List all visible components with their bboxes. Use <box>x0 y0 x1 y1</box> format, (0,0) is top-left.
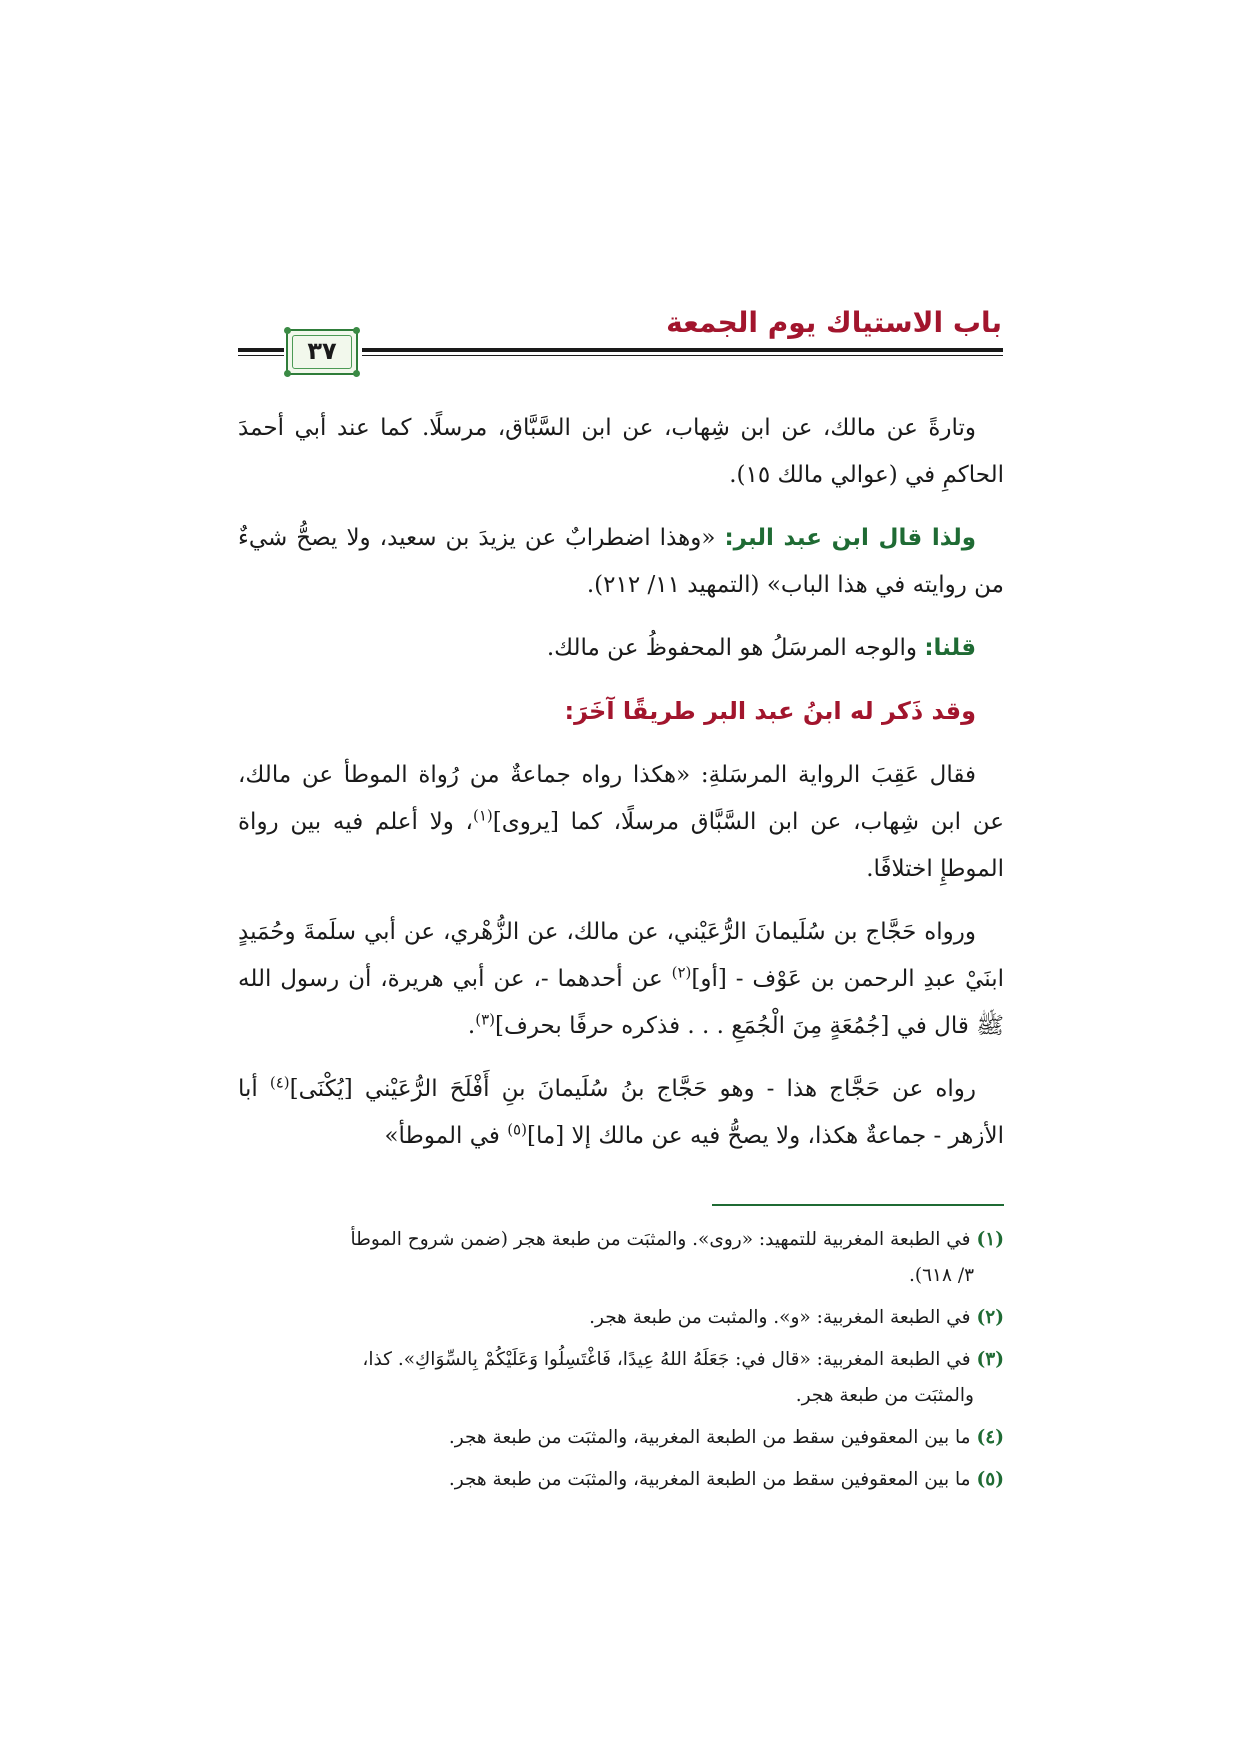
page-number-frame <box>286 329 358 375</box>
footnote-1 <box>238 1222 1004 1294</box>
footnotes <box>238 1222 1004 1504</box>
footnote-text: في الطبعة المغربية: «قال في: جَعَلَهُ اللهُ عِيدًا، فَاغْتَسِلُوا وَعَلَيْكُمْ بِالسِّوَاكِ». كذا، <box>362 1349 971 1370</box>
footnote-separator <box>712 1204 1004 1206</box>
footnote-4 <box>238 1420 1004 1456</box>
footnote-continuation: والمثبَت من طبعة هجر. <box>795 1385 974 1406</box>
footnote-text: ما بين المعقوفين سقط من الطبعة المغربية، والمثبَت من طبعة هجر. <box>448 1427 971 1448</box>
paragraph-1: وتارةً عن مالك، عن ابن شِهاب، عن ابن السَّبَّاق، مرسلًا. كما عند أبي أحمدَ الحاكمِ في (عوالي مالك ١٥). <box>238 415 1004 488</box>
footnote-number: (٥) <box>976 1469 1004 1490</box>
paragraph-5-text-c: قال في [جُمُعَةٍ مِنَ الْجُمَعِ . . . فذكره حرفًا بحرف] <box>495 1013 977 1039</box>
footnote-number: (٢) <box>976 1307 1004 1328</box>
footnote-ref-4[interactable]: (٤) <box>269 1073 290 1092</box>
paragraph-6-text-c: في الموطأ» <box>384 1123 508 1149</box>
footnote-number: (١) <box>976 1229 1004 1250</box>
paragraph-3 <box>238 625 1004 672</box>
honorific-ligature: ﷺ <box>976 1013 1004 1039</box>
paragraph-6 <box>238 1066 1004 1160</box>
section-heading <box>238 688 1004 736</box>
page-number: ٣٧ <box>307 337 337 365</box>
footnote-2 <box>238 1300 1004 1336</box>
body-text <box>238 405 1004 1176</box>
paragraph-2-text: «وهذا اضطرابٌ عن يزيدَ بن سعيد، ولا يصحُّ شيءٌ من روايته في هذا الباب» (التمهيد ١١/ ٢١٢). <box>238 525 1004 598</box>
chapter-title: باب الاستياك يوم الجمعة <box>666 306 1002 339</box>
footnote-ref-1[interactable]: (١) <box>473 806 493 825</box>
footnote-ref-5[interactable]: (٥) <box>507 1120 527 1139</box>
paragraph-3-lead: قلنا: <box>924 635 976 661</box>
paragraph-3-text: والوجه المرسَلُ هو المحفوظُ عن مالك. <box>546 635 925 661</box>
paragraph-4-text-b: ، ولا أعلم فيه بين رواة الموطإِ اختلافًا. <box>238 809 1004 882</box>
footnote-text: في الطبعة المغربية: «و». والمثبت من طبعة هجر. <box>589 1307 971 1328</box>
paragraph-5-text-a: ورواه حَجَّاج بن سُلَيمانَ الرُّعَيْني، عن مالك، عن الزُّهْري، عن أبي سلَمةَ وحُمَيدٍ ابنَيْ عبدِ الرحمن بن عَوْف - [أو] <box>238 919 1004 992</box>
footnote-3 <box>238 1342 1004 1414</box>
paragraph-5-text-b: عن أحدهما -، عن أبي هريرة، أن رسول الله <box>238 966 672 992</box>
footnote-number: (٤) <box>976 1427 1004 1448</box>
section-heading-text: وقد ذَكر له ابنُ عبد البر طريقًا آخَرَ: <box>564 697 976 725</box>
paragraph-5 <box>238 909 1004 1050</box>
paragraph-6-text-a: رواه عن حَجَّاج هذا - وهو حَجَّاج بنُ سُلَيمانَ بنِ أَفْلَحَ الرُّعَيْني [يُكْنَى] <box>289 1076 976 1102</box>
footnote-number: (٣) <box>976 1349 1004 1370</box>
paragraph-2-lead: ولذا قال ابن عبد البر: <box>724 525 976 551</box>
paragraph-4 <box>238 752 1004 893</box>
footnote-text: في الطبعة المغربية للتمهيد: «روى». والمثبَت من طبعة هجر (ضمن شروح الموطأ <box>350 1229 971 1250</box>
paragraph-2 <box>238 515 1004 609</box>
footnote-ref-3[interactable]: (٣) <box>475 1010 496 1029</box>
paragraph-5-text-d: . <box>467 1013 476 1039</box>
paragraph-6-text-b: أبا الأزهر - جماعةٌ هكذا، ولا يصحُّ فيه عن مالك إلا [ما] <box>238 1076 1004 1149</box>
footnote-ref-2[interactable]: (٢) <box>671 963 692 982</box>
footnote-continuation: ٣/ ٦١٨). <box>909 1265 974 1286</box>
footnote-5 <box>238 1462 1004 1498</box>
paragraph-4-text-a: فقال عَقِبَ الرواية المرسَلةِ: «هكذا رواه جماعةٌ من رُواة الموطأ عن مالك، عن ابن شِهاب، عن ابن السَّبَّاق مرسلًا، كما [يروى] <box>238 762 1004 835</box>
footnote-text: ما بين المعقوفين سقط من الطبعة المغربية، والمثبَت من طبعة هجر. <box>448 1469 971 1490</box>
